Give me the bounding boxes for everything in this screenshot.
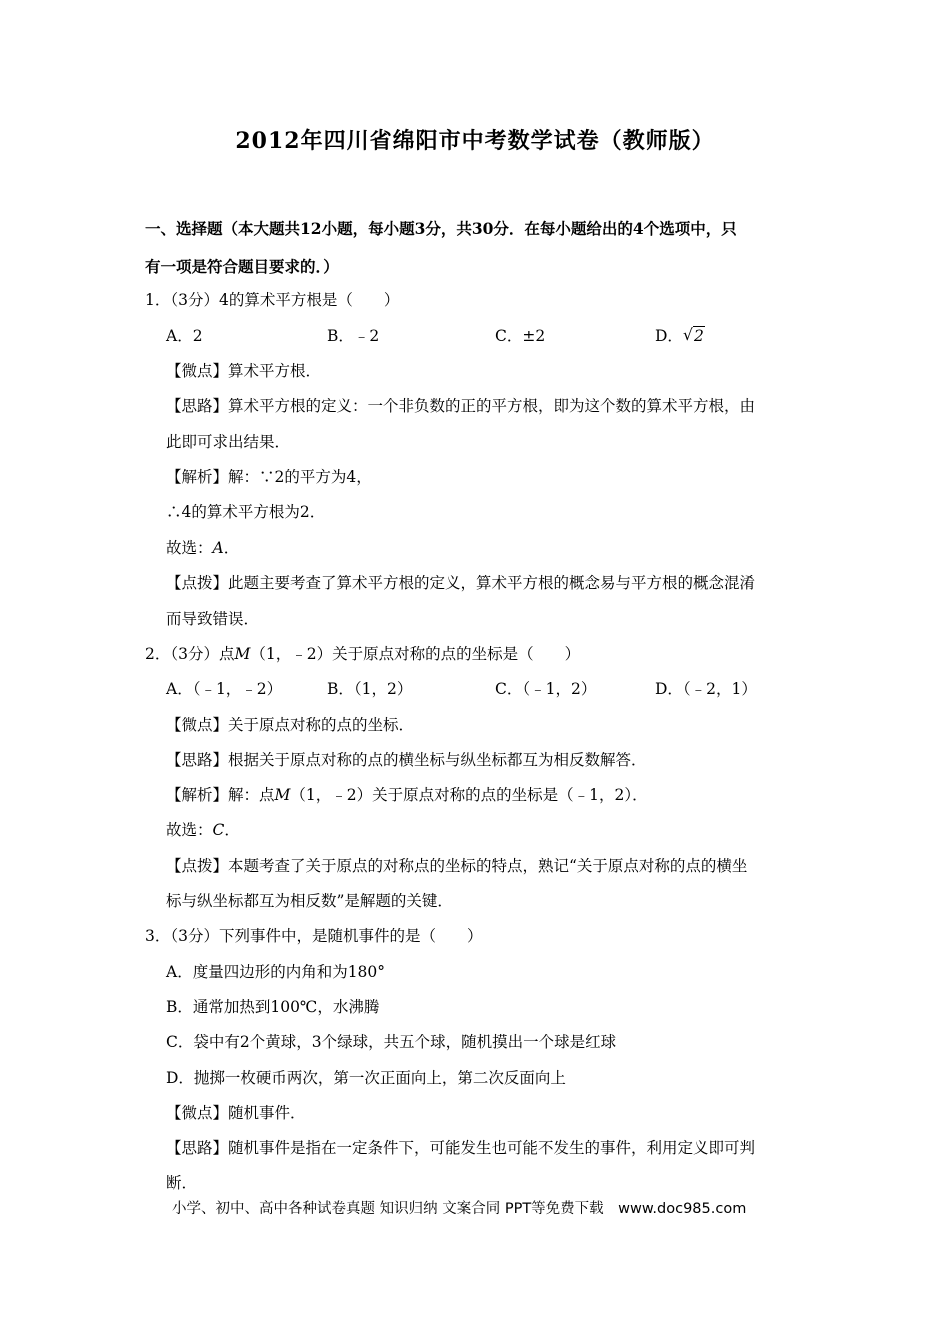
q2-answer-letter: C (212, 821, 225, 839)
q1-answer-suffix: ． (223, 539, 240, 557)
q3-weidian: 【微点】随机事件． (166, 1104, 306, 1122)
q2-option-d: D．（﹣2，1） (655, 680, 757, 698)
q2-stem-pre: 2．（3分）点 (145, 645, 235, 663)
q2-jiexi-pre: 【解析】解：点 (166, 786, 275, 804)
section-heading-line1: 一、选择题（本大题共12小题，每小题3分，共30分．在每小题给出的4个选项中，只 (145, 219, 737, 238)
q1-silu-line1: 【思路】算术平方根的定义：一个非负数的正的平方根，即为这个数的算术平方根，由 (166, 397, 756, 415)
q1-option-a: A．2 (166, 327, 203, 345)
q1-dianbo-line1: 【点拨】此题主要考查了算术平方根的定义，算术平方根的概念易与平方根的概念混淆 (166, 574, 756, 592)
q1-answer-prefix: 故选： (166, 539, 213, 557)
q1-silu-line2: 此即可求出结果． (166, 433, 291, 451)
q3-option-b: B．通常加热到100℃，水沸腾 (166, 998, 380, 1016)
footer-promo: 小学、初中、高中各种试卷真题 知识归纳 文案合同 PPT等免费下载 www.doc985.com (172, 1201, 747, 1217)
q1-option-d-prefix: D． (655, 327, 683, 345)
q1-option-b: B．﹣2 (327, 327, 380, 345)
q2-answer-prefix: 故选： (166, 821, 213, 839)
q2-stem (145, 644, 580, 664)
page-title: 2012年四川省绵阳市中考数学试卷（教师版） (235, 128, 715, 154)
q1-dianbo-line2: 而导致错误． (166, 610, 260, 628)
q1-stem: 1．（3分）4的算术平方根是（ ） (145, 291, 400, 309)
q3-stem: 3．（3分）下列事件中，是随机事件的是（ ） (145, 927, 483, 945)
q2-option-c: C．（﹣1，2） (495, 680, 597, 698)
q2-weidian: 【微点】关于原点对称的点的坐标． (166, 716, 415, 734)
q2-option-b: B．（1，2） (327, 680, 413, 698)
q3-silu-line2: 断． (166, 1174, 198, 1192)
q2-jiexi-var: M (274, 786, 291, 804)
q3-option-a: A．度量四边形的内角和为180° (166, 963, 386, 981)
q1-jiexi-line2: ∴4的算术平方根为2． (166, 503, 326, 521)
q1-option-d (655, 326, 705, 346)
q2-jiexi (166, 785, 648, 805)
q1-answer-letter: A (212, 539, 224, 557)
q1-jiexi-line1: 【解析】解：∵2的平方为4， (166, 468, 372, 486)
q3-silu-line1: 【思路】随机事件是指在一定条件下，可能发生也可能不发生的事件，利用定义即可判 (166, 1139, 756, 1157)
q2-answer-suffix: ． (224, 821, 240, 839)
q1-weidian: 【微点】算术平方根． (166, 362, 322, 380)
q2-jiexi-post: （1，﹣2）关于原点对称的点的坐标是（﹣1，2）． (290, 786, 648, 804)
q1-option-c: C．±2 (495, 327, 546, 345)
q3-option-c: C．袋中有2个黄球，3个绿球，共五个球，随机摸出一个球是红球 (166, 1033, 617, 1051)
q1-option-d-value: 2 (693, 327, 704, 345)
section-heading-line2: 有一项是符合题目要求的．） (145, 257, 339, 276)
sqrt-symbol: √ 2 (682, 326, 704, 345)
q3-option-d: D．抛掷一枚硬币两次，第一次正面向上，第二次反面向上 (166, 1069, 566, 1087)
q2-stem-var: M (234, 645, 251, 663)
q2-option-a: A．（﹣1，﹣2） (166, 680, 283, 698)
q2-silu: 【思路】根据关于原点对称的点的横坐标与纵坐标都互为相反数解答． (166, 751, 647, 769)
q2-dianbo-line1: 【点拨】本题考查了关于原点的对称点的坐标的特点，熟记“关于原点对称的点的横坐 (166, 857, 748, 875)
q2-dianbo-line2: 标与纵坐标都互为相反数”是解题的关键． (166, 892, 453, 910)
q1-answer (166, 538, 239, 558)
q2-answer (166, 820, 240, 840)
q2-stem-post: （1，﹣2）关于原点对称的点的坐标是（ ） (250, 645, 581, 663)
